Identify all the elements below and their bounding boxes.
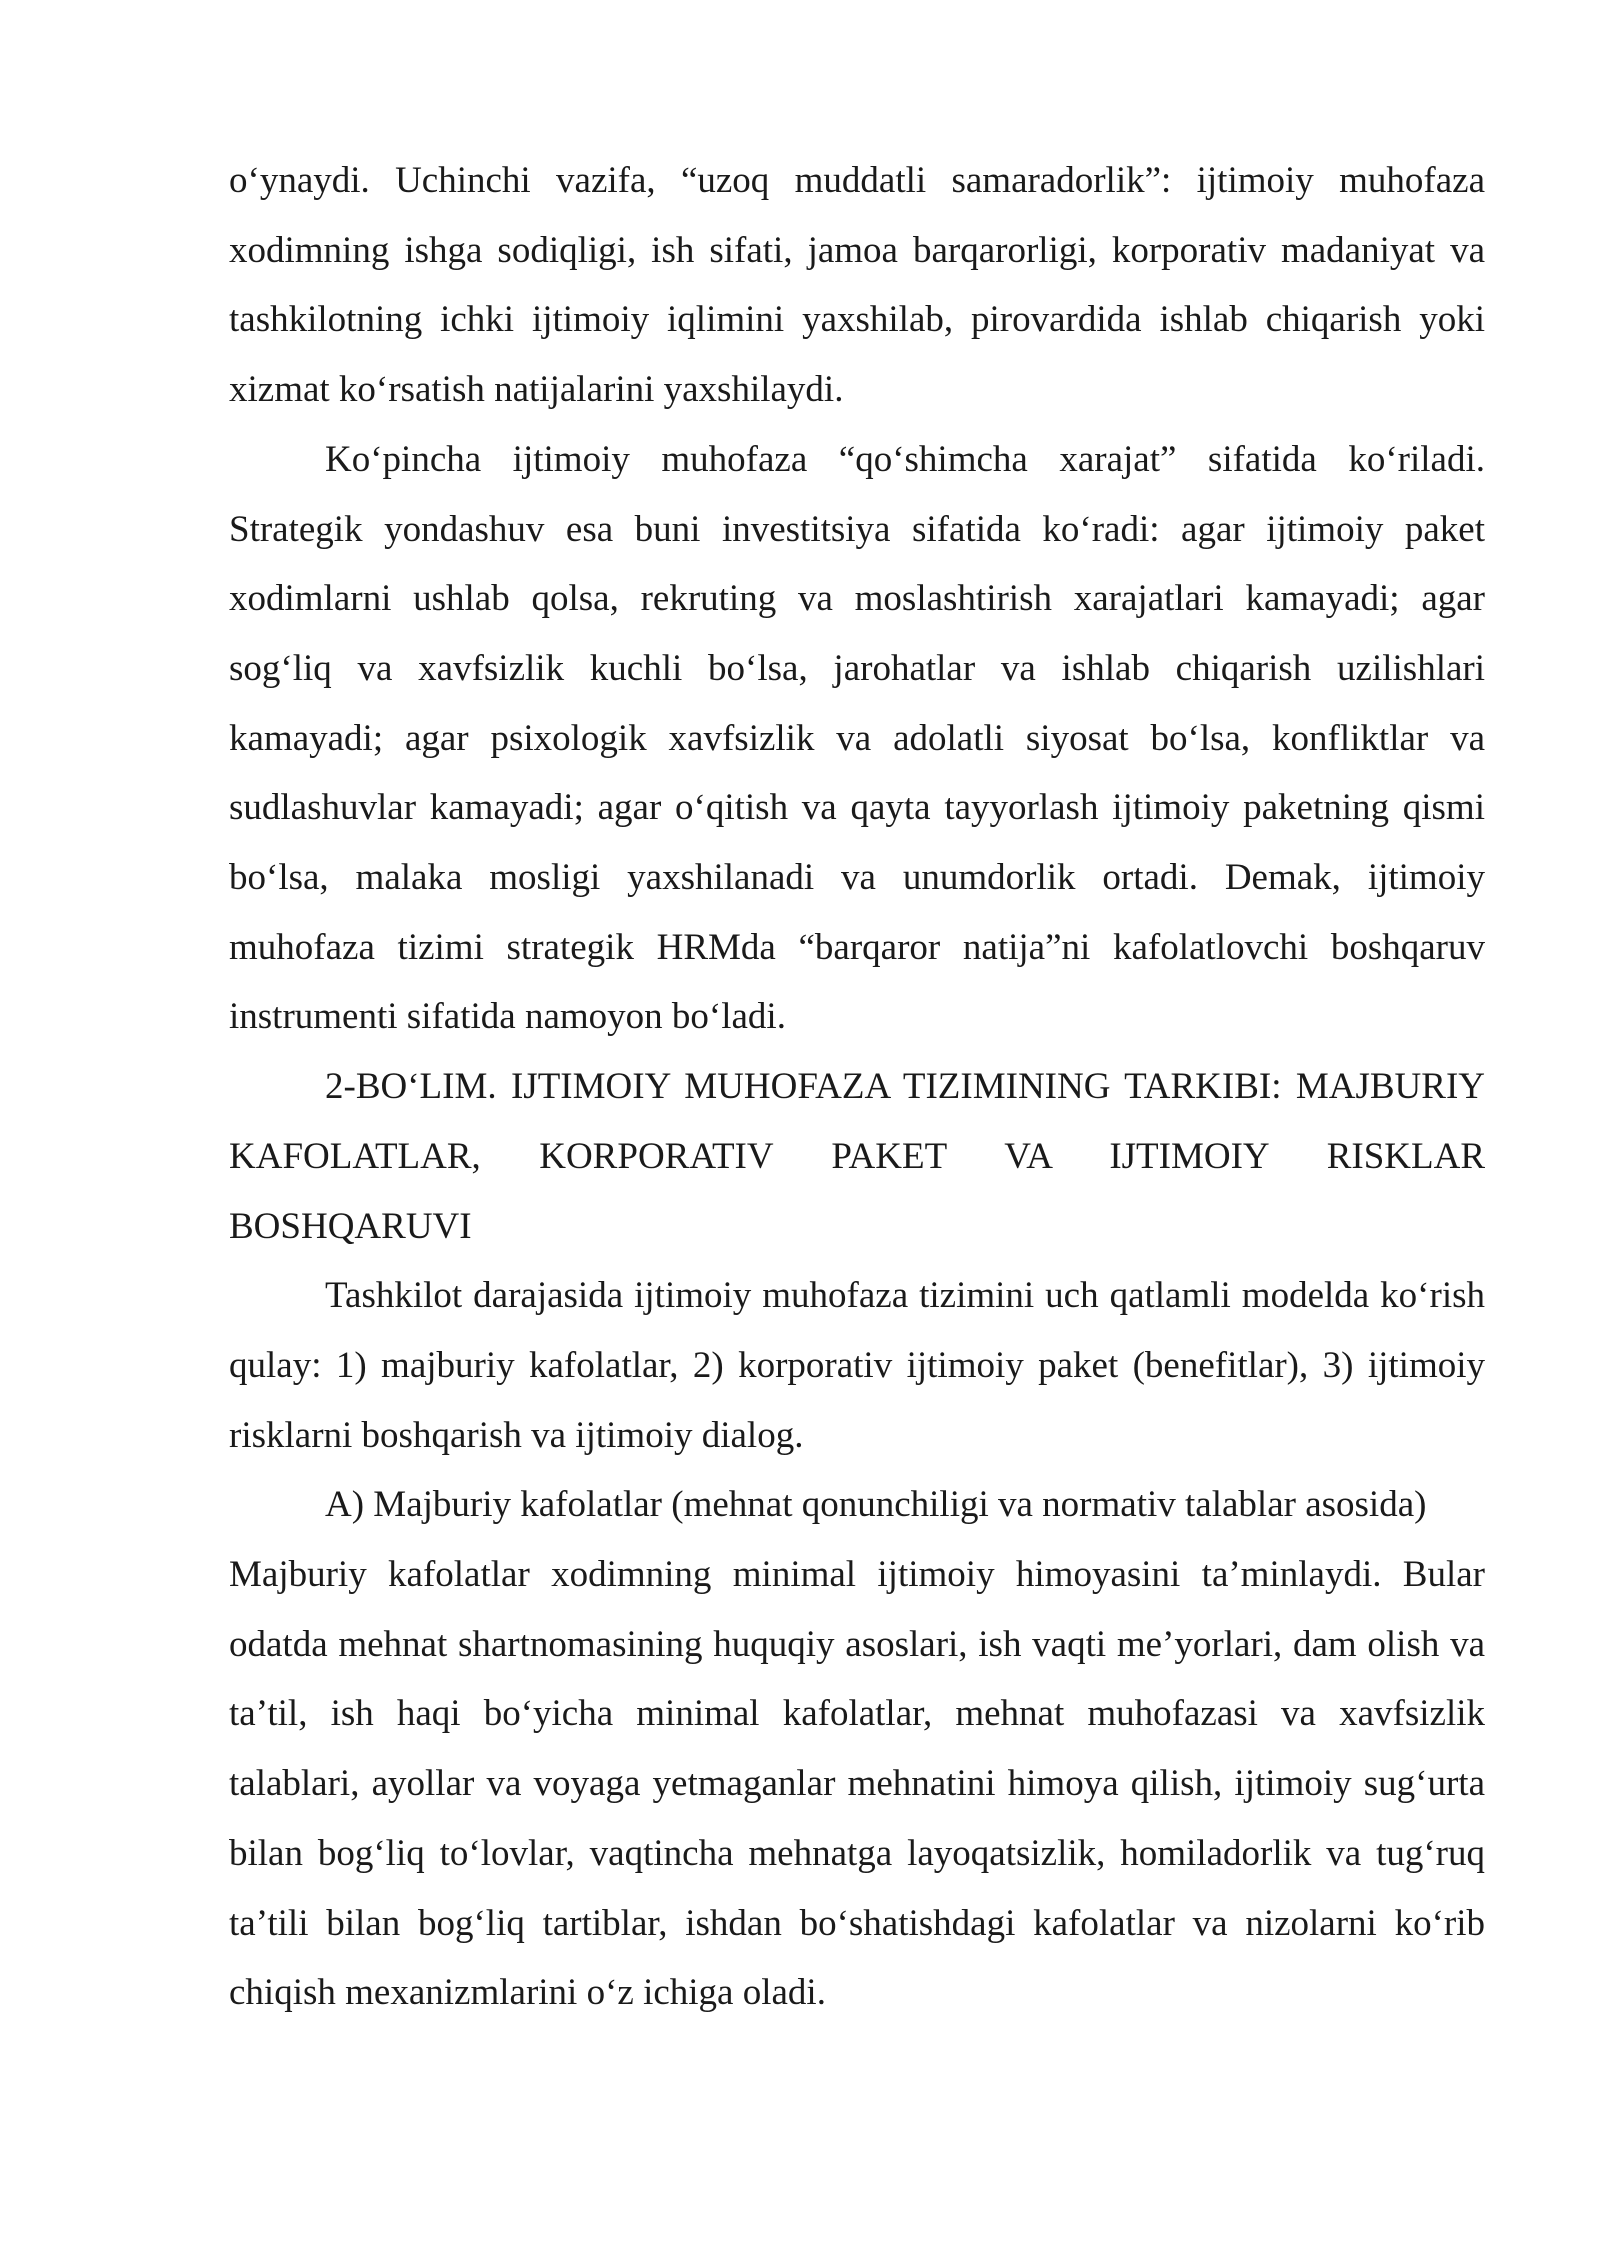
- paragraph-three-layer-model: Tashkilot darajasida ijtimoiy muhofaza tizimini uch qatlamli modelda ko‘rish qulay: 1) majburiy kafolatlar, 2) korporativ ijtimoiy paket (benefitlar), 3) ijtimoiy risklarni boshqarish va ijtimoiy dialog.: [229, 1275, 1485, 1456]
- paragraph-continuation: o‘ynaydi. Uchinchi vazifa, “uzoq muddatli samaradorlik”: ijtimoiy muhofaza xodimning ishga sodiqligi, ish sifati, jamoa barqarorligi, korporativ madaniyat va tashkilotning ichki ijtimoiy iqlimini yaxshilab, pirovardida ishlab chiqarish yoki xizmat ko‘rsatish natijalarini yaxshilaydi.: [229, 160, 1485, 411]
- section-heading: 2-BO‘LIM. IJTIMOIY MUHOFAZA TIZIMINING TARKIBI: MAJBURIY KAFOLATLAR, KORPORATIV PAKET VA IJTIMOIY RISKLAR BOSHQARUVI: [229, 1066, 1485, 1247]
- paragraph-strategic-approach: Ko‘pincha ijtimoiy muhofaza “qo‘shimcha xarajat” sifatida ko‘riladi. Strategik yondashuv esa buni investitsiya sifatida ko‘radi: agar ijtimoiy paket xodimlarni ushlab qolsa, rekruting va moslashtirish xarajatlari kamayadi; agar sog‘liq va xavfsizlik kuchli bo‘lsa, jarohatlar va ishlab chiqarish uzilishlari kamayadi; agar psixologik xavfsizlik va adolatli siyosat bo‘lsa, konfliktlar va sudlashuvlar kamayadi; agar o‘qitish va qayta tayyorlash ijtimoiy paketning qismi bo‘lsa, malaka mosligi yaxshilanadi va unumdorlik ortadi. Demak, ijtimoiy muhofaza tizimi strategik HRMda “barqaror natija”ni kafolatlovchi boshqaruv instrumenti sifatida namoyon bo‘ladi.: [229, 438, 1485, 1038]
- paragraph-mandatory-guarantees: Majburiy kafolatlar xodimning minimal ijtimoiy himoyasini ta’minlaydi. Bular odatda mehnat shartnomasining huquqiy asoslari, ish vaqti me’yorlari, dam olish va ta’til, ish haqi bo‘yicha minimal kafolatlar, mehnat muhofazasi va xavfsizlik talablari, ayollar va voyaga yetmaganlar mehnatini himoya qilish, ijtimoiy sug‘urta bilan bog‘liq to‘lovlar, vaqtincha mehnatga layoqatsizlik, homiladorlik va tug‘ruq ta’tili bilan bog‘liq tartiblar, ishdan bo‘shatishdagi kafolatlar va nizolarni ko‘rib chiqish mexanizmlarini o‘z ichiga oladi.: [229, 1554, 1485, 2014]
- document-body: [229, 146, 1485, 2028]
- subsection-heading-mandatory-guarantees: A) Majburiy kafolatlar (mehnat qonunchiligi va normativ talablar asosida): [325, 1484, 1427, 1526]
